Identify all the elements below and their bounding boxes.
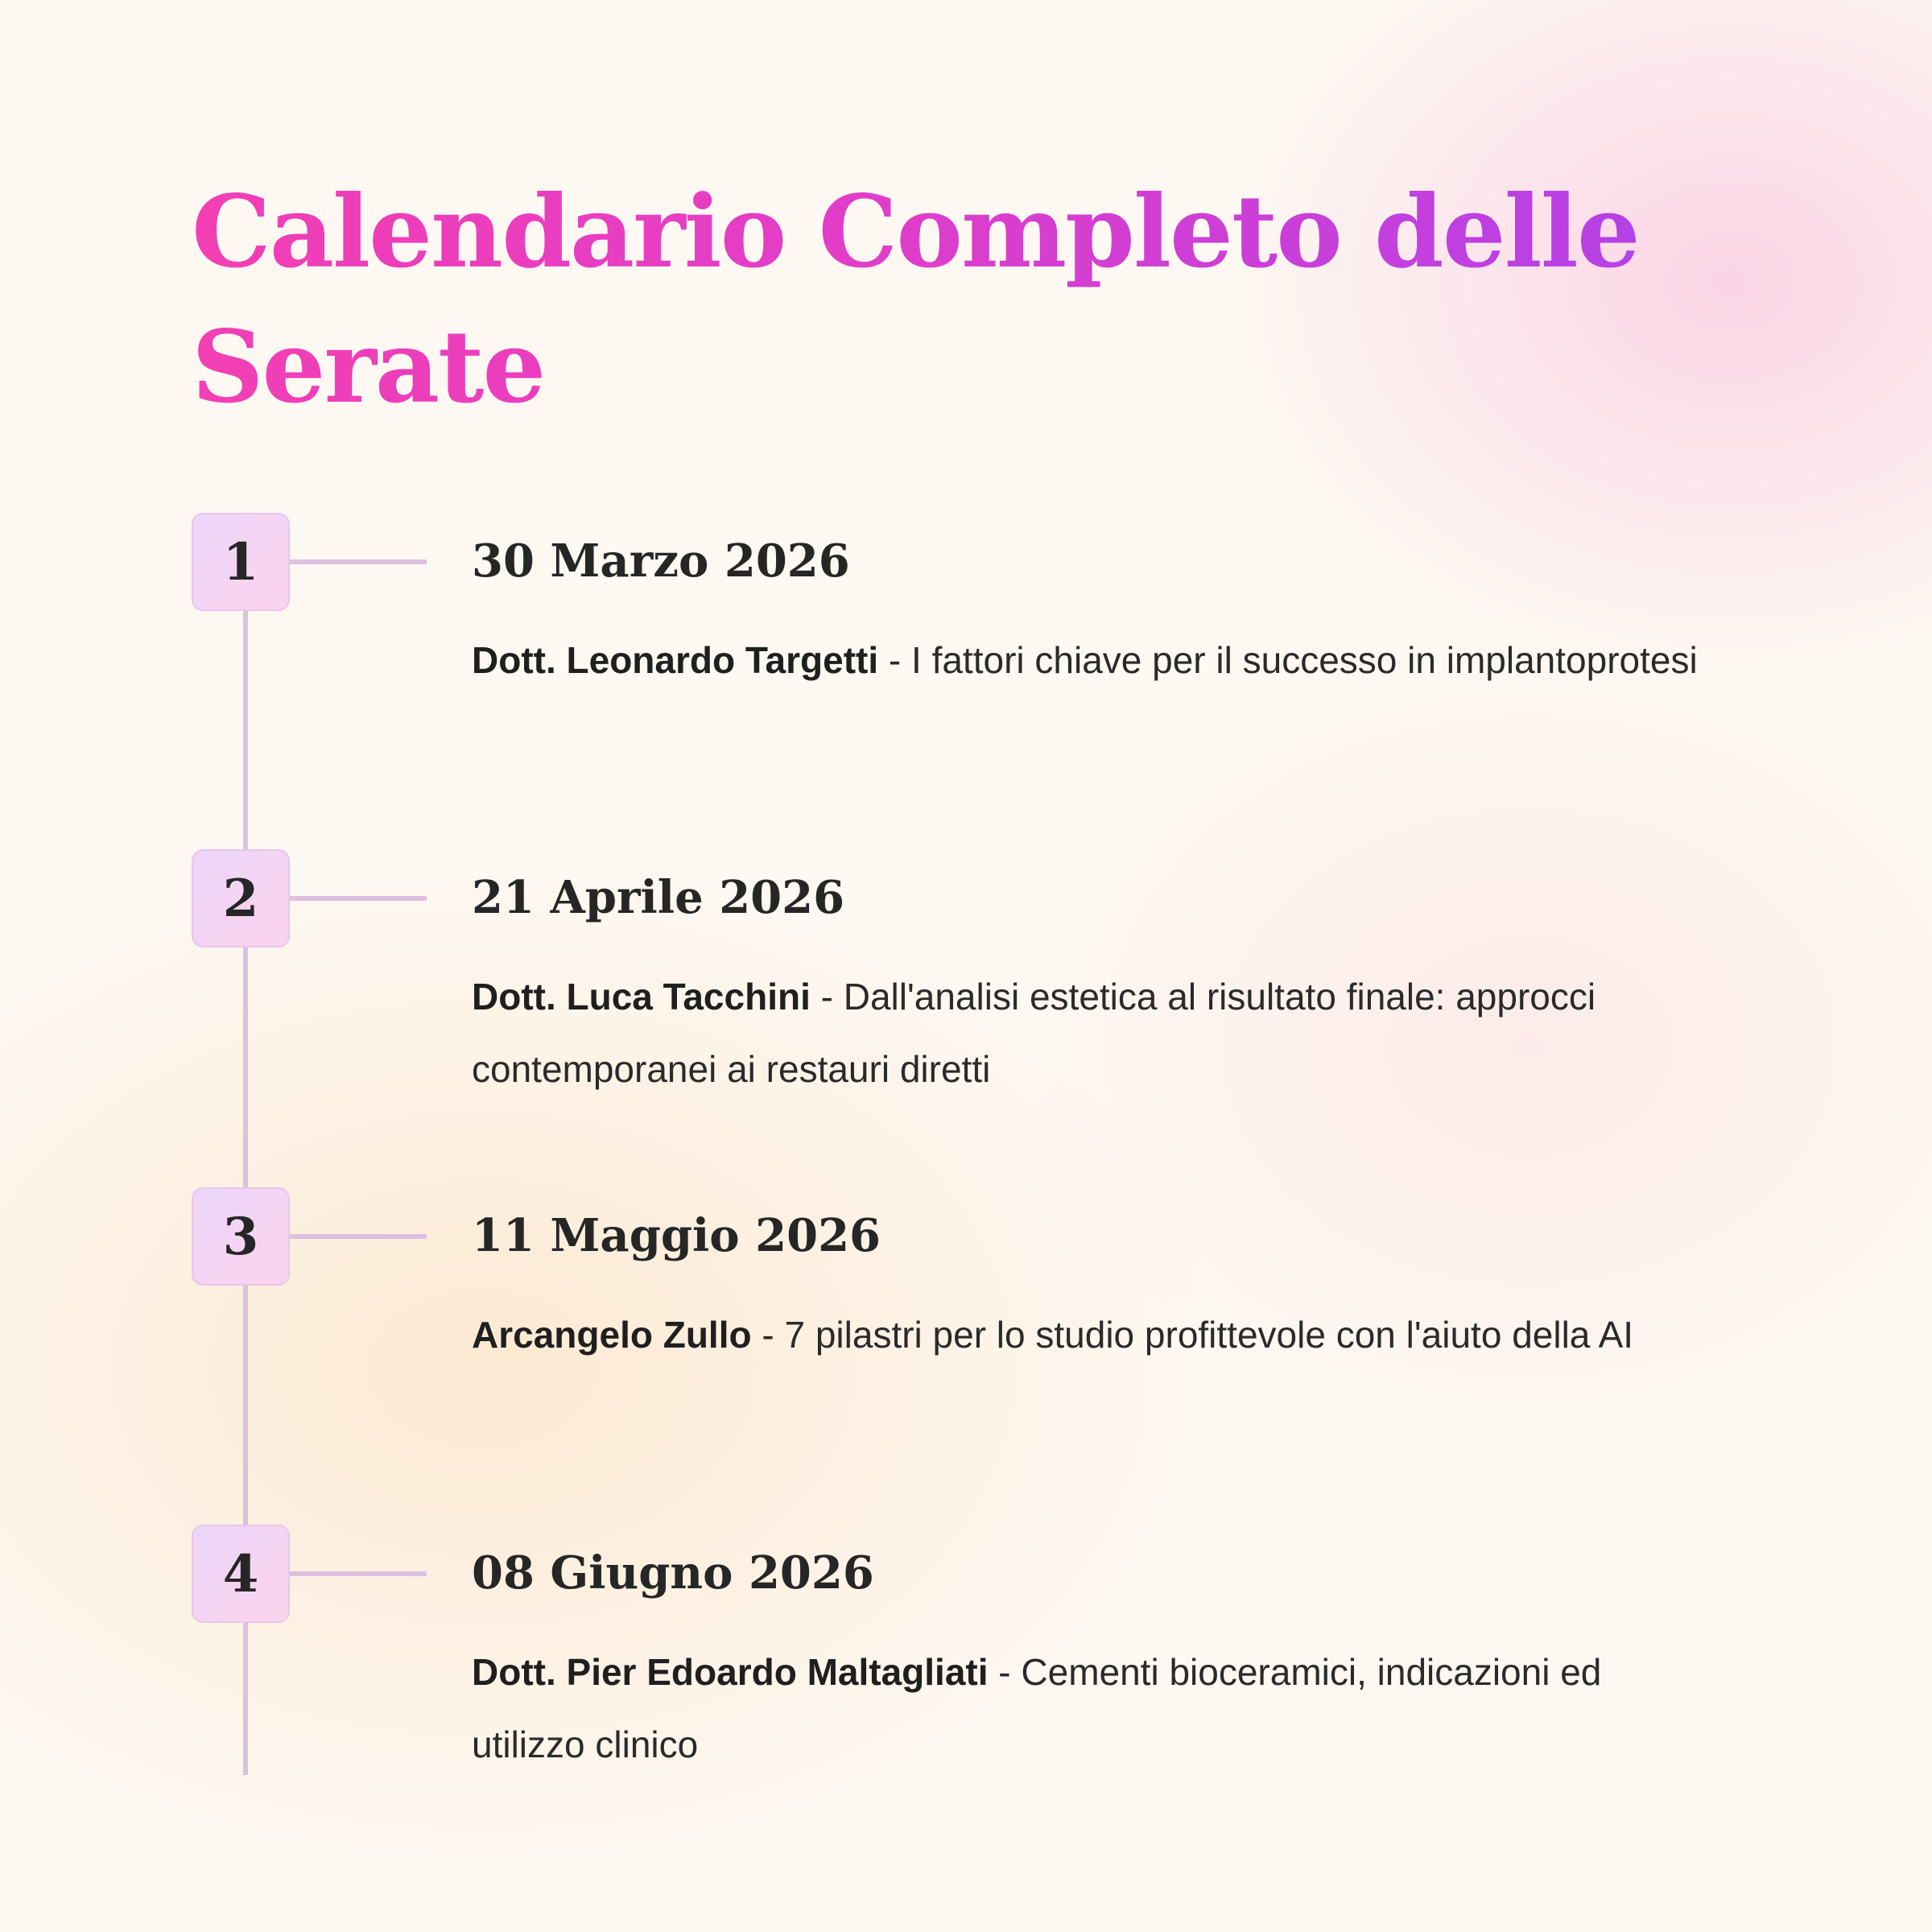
timeline-item [192,1525,1721,1766]
event-description [472,1636,1703,1781]
speaker-name: Dott. Leonardo Targetti [472,639,879,681]
event-date: 30 Marzo 2026 [472,535,850,588]
talk-topic: - Cementi bioceramici, indicazioni ed utilizzo clinico [472,1651,1602,1765]
page-title: Calendario Completo delle Serate [192,165,1641,436]
speaker-name: Dott. Luca Tacchini [472,976,811,1018]
event-date: 21 Aprile 2026 [472,871,845,924]
event-description [472,1298,1703,1371]
event-date: 08 Giugno 2026 [472,1546,874,1600]
timeline-item [192,849,1721,1091]
timeline-item [192,1187,1721,1429]
timeline-connector [290,896,427,901]
speaker-name: Dott. Pier Edoardo Maltagliati [472,1651,989,1693]
event-description [472,960,1703,1105]
event-date: 11 Maggio 2026 [472,1209,881,1262]
step-number-badge: 1 [192,513,290,611]
event-description [472,624,1703,696]
talk-topic: - 7 pilastri per lo studio profittevole con l'aiuto della AI [751,1314,1634,1356]
timeline-connector [290,559,427,564]
talk-topic: - Dall'analisi estetica al risultato finale: approcci contemporanei ai restauri diretti [472,976,1596,1090]
timeline-connector [290,1234,427,1239]
talk-topic: - I fattori chiave per il successo in implantoprotesi [878,639,1698,681]
speaker-name: Arcangelo Zullo [472,1314,752,1356]
timeline-connector [290,1571,427,1576]
step-number-badge: 3 [192,1187,290,1286]
timeline-item [192,513,1721,754]
step-number-badge: 2 [192,849,290,947]
step-number-badge: 4 [192,1525,290,1623]
